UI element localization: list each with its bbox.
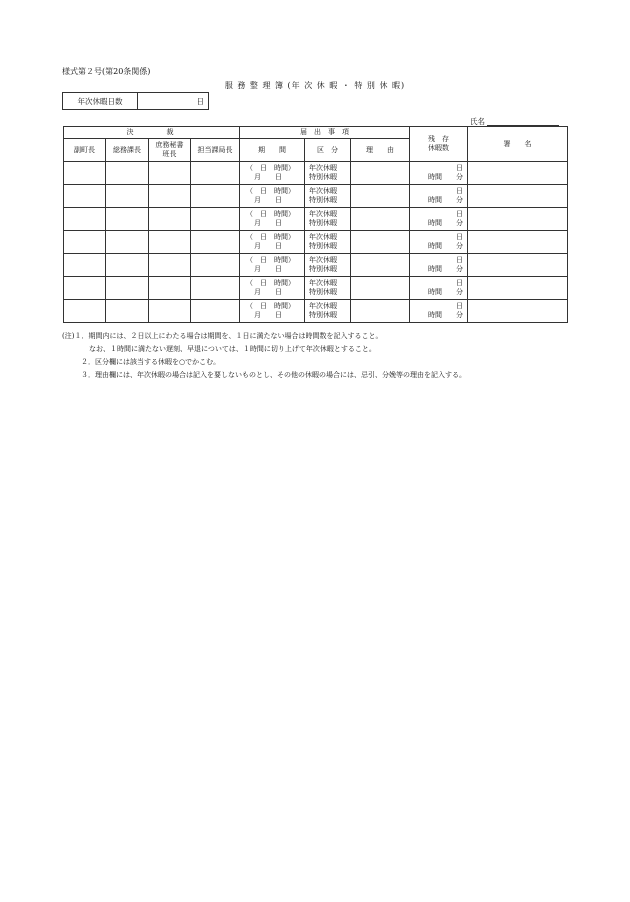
deputy-mayor-stamp-cell[interactable] xyxy=(64,208,106,231)
general-affairs-chief-stamp-cell[interactable] xyxy=(106,185,149,208)
period-cell[interactable]: （ 日 時間） 月 日 xyxy=(240,231,305,254)
approval-group-header: 決 裁 xyxy=(64,127,240,139)
reason-cell[interactable] xyxy=(351,254,410,277)
category-cell[interactable]: 年次休暇 特別休暇 xyxy=(305,277,351,300)
general-affairs-chief-stamp-cell[interactable] xyxy=(106,208,149,231)
signature-cell[interactable] xyxy=(468,254,568,277)
annual-leave-days-box xyxy=(62,92,209,110)
period-cell[interactable]: （ 日 時間） 月 日 xyxy=(240,300,305,323)
table-row xyxy=(64,300,568,323)
remaining-leave-cell[interactable]: 日 時間 分 xyxy=(410,254,468,277)
general-affairs-chief-stamp-cell[interactable] xyxy=(106,300,149,323)
secretary-team-leader-stamp-cell[interactable] xyxy=(149,185,191,208)
deputy-mayor-stamp-cell[interactable] xyxy=(64,300,106,323)
reason-cell[interactable] xyxy=(351,208,410,231)
period-cell[interactable]: （ 日 時間） 月 日 xyxy=(240,162,305,185)
department-director-stamp-cell[interactable] xyxy=(191,254,240,277)
notes-section xyxy=(62,330,466,382)
reason-cell[interactable] xyxy=(351,185,410,208)
note-3: ３．理由欄には、年次休暇の場合は記入を要しないものとし、その他の休暇の場合には、忌引、分娩等の理由を記入する。 xyxy=(81,371,466,379)
table-row xyxy=(64,208,568,231)
table-row xyxy=(64,185,568,208)
remaining-leave-cell[interactable]: 日 時間 分 xyxy=(410,277,468,300)
period-cell[interactable]: （ 日 時間） 月 日 xyxy=(240,277,305,300)
secretary-team-leader-stamp-cell[interactable] xyxy=(149,208,191,231)
category-cell[interactable]: 年次休暇 特別休暇 xyxy=(305,185,351,208)
deputy-mayor-stamp-cell[interactable] xyxy=(64,231,106,254)
signature-cell[interactable] xyxy=(468,300,568,323)
name-label: 氏名 xyxy=(470,117,485,126)
remaining-leave-cell[interactable]: 日 時間 分 xyxy=(410,231,468,254)
remaining-leave-cell[interactable]: 日 時間 分 xyxy=(410,162,468,185)
department-director-stamp-cell[interactable] xyxy=(191,162,240,185)
period-cell[interactable]: （ 日 時間） 月 日 xyxy=(240,185,305,208)
department-director-stamp-cell[interactable] xyxy=(191,208,240,231)
table-row xyxy=(64,162,568,185)
general-affairs-chief-stamp-cell[interactable] xyxy=(106,277,149,300)
reason-header: 理 由 xyxy=(351,139,410,162)
category-cell[interactable]: 年次休暇 特別休暇 xyxy=(305,254,351,277)
remaining-leave-cell[interactable]: 日 時間 分 xyxy=(410,208,468,231)
table-row xyxy=(64,254,568,277)
department-director-stamp-cell[interactable] xyxy=(191,185,240,208)
secretary-team-leader-stamp-cell[interactable] xyxy=(149,254,191,277)
category-cell[interactable]: 年次休暇 特別休暇 xyxy=(305,300,351,323)
secretary-team-leader-stamp-cell[interactable] xyxy=(149,162,191,185)
period-cell[interactable]: （ 日 時間） 月 日 xyxy=(240,208,305,231)
remaining-leave-cell[interactable]: 日 時間 分 xyxy=(410,185,468,208)
note-2: ２．区分欄には該当する休暇を○でかこむ。 xyxy=(81,358,221,366)
secretary-team-leader-stamp-cell[interactable] xyxy=(149,231,191,254)
table-row xyxy=(64,277,568,300)
category-cell[interactable]: 年次休暇 特別休暇 xyxy=(305,208,351,231)
table-row xyxy=(64,231,568,254)
category-cell[interactable]: 年次休暇 特別休暇 xyxy=(305,231,351,254)
document-title: 服 務 整 理 簿 (年 次 休 暇 ・ 特 別 休 暇) xyxy=(224,81,406,90)
annual-leave-days-field[interactable]: 日 xyxy=(138,93,209,110)
general-affairs-chief-stamp-cell[interactable] xyxy=(106,162,149,185)
annual-leave-days-label: 年次休暇日数 xyxy=(63,93,138,110)
department-director-stamp-cell[interactable] xyxy=(191,231,240,254)
signature-cell[interactable] xyxy=(468,277,568,300)
secretary-team-leader-header: 庶務秘書 班長 xyxy=(149,139,191,162)
signature-cell[interactable] xyxy=(468,231,568,254)
reason-cell[interactable] xyxy=(351,231,410,254)
signature-cell[interactable] xyxy=(468,162,568,185)
secretary-team-leader-stamp-cell[interactable] xyxy=(149,277,191,300)
reason-cell[interactable] xyxy=(351,162,410,185)
signature-cell[interactable] xyxy=(468,208,568,231)
note-1-continued: なお、１時間に満たない遅刻、早退については、１時間に切り上げて年次休暇とすること。 xyxy=(89,345,376,353)
general-affairs-chief-stamp-cell[interactable] xyxy=(106,231,149,254)
service-record-table xyxy=(63,126,568,323)
reason-cell[interactable] xyxy=(351,277,410,300)
department-director-stamp-cell[interactable] xyxy=(191,277,240,300)
category-header: 区 分 xyxy=(305,139,351,162)
deputy-mayor-stamp-cell[interactable] xyxy=(64,254,106,277)
remaining-leave-cell[interactable]: 日 時間 分 xyxy=(410,300,468,323)
department-director-stamp-cell[interactable] xyxy=(191,300,240,323)
note-1: (注)１．期間内には、２日以上にわたる場合は期間を、１日に満たない場合は時間数を記入すること。 xyxy=(62,332,383,340)
deputy-mayor-stamp-cell[interactable] xyxy=(64,277,106,300)
signature-cell[interactable] xyxy=(468,185,568,208)
department-director-header: 担当課局長 xyxy=(191,139,240,162)
signature-header: 署 名 xyxy=(468,127,568,162)
secretary-team-leader-stamp-cell[interactable] xyxy=(149,300,191,323)
category-cell[interactable]: 年次休暇 特別休暇 xyxy=(305,162,351,185)
general-affairs-chief-stamp-cell[interactable] xyxy=(106,254,149,277)
deputy-mayor-stamp-cell[interactable] xyxy=(64,185,106,208)
general-affairs-chief-header: 総務課長 xyxy=(106,139,149,162)
notification-group-header: 届 出 事 項 xyxy=(240,127,410,139)
form-number: 様式第２号(第20条関係) xyxy=(62,67,151,76)
remaining-leave-header: 残 存 休暇数 xyxy=(410,127,468,162)
period-header: 期 間 xyxy=(240,139,305,162)
period-cell[interactable]: （ 日 時間） 月 日 xyxy=(240,254,305,277)
deputy-mayor-header: 副町長 xyxy=(64,139,106,162)
reason-cell[interactable] xyxy=(351,300,410,323)
deputy-mayor-stamp-cell[interactable] xyxy=(64,162,106,185)
